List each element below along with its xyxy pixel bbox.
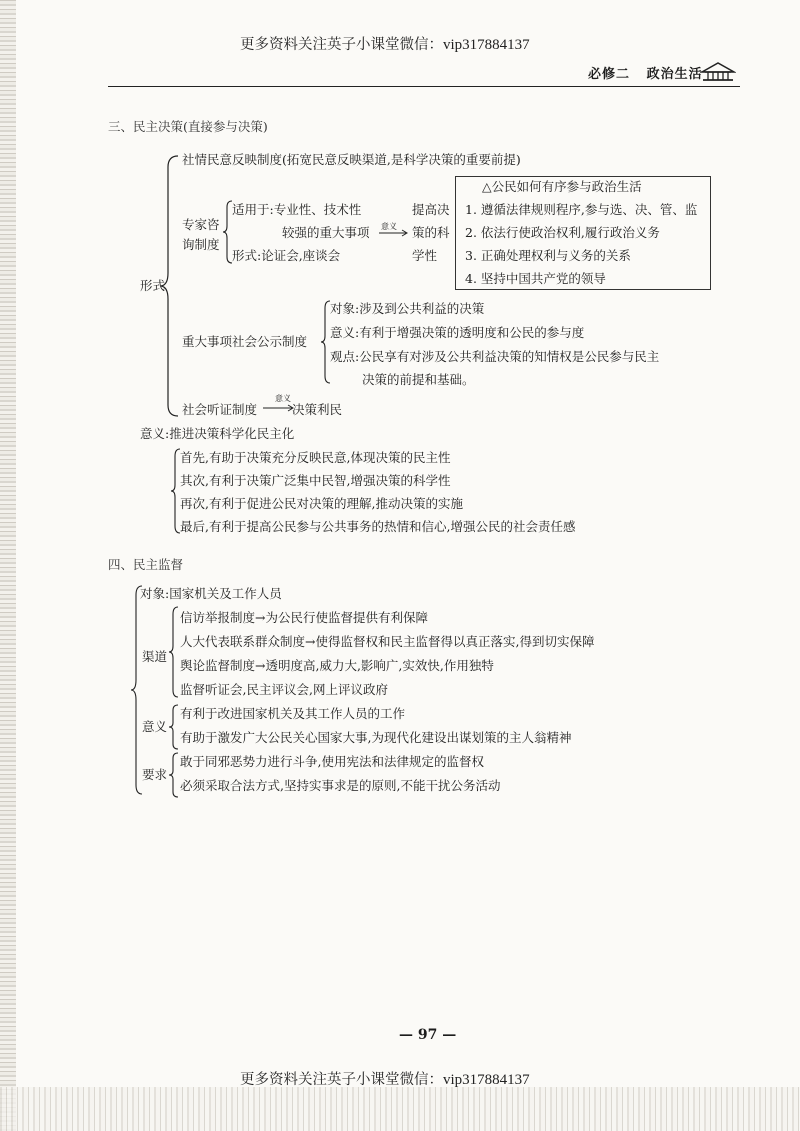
expert-form: 形式:论证会,座谈会 [232,248,341,263]
watermark-top [240,33,530,54]
publicity-view-2: 决策的前提和基础。 [362,372,475,387]
expert-arrow-label: 意义 [381,222,397,231]
form-label: 形式 [140,278,166,293]
expert-result-3: 学性 [412,248,438,263]
watermark-bottom [240,1068,530,1089]
supervision-object: 对象:国家机关及工作人员 [140,586,282,601]
scan-bottom-edge [0,1087,800,1131]
header-rule [108,86,740,87]
box-item-4: 4. 坚持中国共产党的领导 [465,271,606,286]
meaning-brace [168,704,180,750]
significance-3: 再次,有利于促进公民对决策的理解,推动决策的实施 [180,496,463,511]
header-book: 必修二 [588,67,631,82]
hearing-label: 社会听证制度 [182,402,258,417]
school-building-icon [700,60,736,82]
significance-2: 其次,有利于决策广泛集中民智,增强决策的科学性 [180,473,451,488]
channel-brace [168,606,180,698]
running-header [588,63,703,82]
section4-title: 四、民主监督 [108,557,184,572]
publicity-object: 对象:涉及到公共利益的决策 [330,301,485,316]
channel-3: 舆论监督制度→透明度高,威力大,影响广,实效快,作用独特 [180,658,494,673]
expert-result-2: 策的科 [412,225,450,240]
expert-label-a: 专家咨 [182,217,220,232]
watermark-text-bottom: 更多资料关注英子小课堂微信： [240,1072,443,1088]
box-item-2: 2. 依法行使政治权利,履行政治义务 [465,225,660,240]
watermark-account-bottom: vip317884137 [443,1072,530,1088]
hearing-result: 决策利民 [292,402,343,417]
require-1: 敢于同邪恶势力进行斗争,使用宪法和法律规定的监督权 [180,754,484,769]
header-subject: 政治生活 [646,67,703,82]
scan-left-edge [0,0,16,1131]
channel-2: 人大代表联系群众制度→使得监督权和民主监督得以真正落实,得到切实保障 [180,634,595,649]
supervision-meaning-1: 有利于改进国家机关及其工作人员的工作 [180,706,406,721]
publicity-meaning: 意义:有利于增强决策的透明度和公民的参与度 [330,325,585,340]
publicity-label: 重大事项社会公示制度 [182,334,308,349]
expert-apply-2: 较强的重大事项 [282,225,370,240]
watermark-account: vip317884137 [443,37,530,53]
publicity-view-1: 观点:公民享有对涉及公共利益决策的知情权是公民参与民主 [330,349,660,364]
require-brace [168,752,180,798]
significance-1: 首先,有助于决策充分反映民意,体现决策的民主性 [180,450,451,465]
supervision-meaning-label: 意义 [142,719,168,734]
require-label: 要求 [142,767,168,782]
expert-result-1: 提高决 [412,202,450,217]
expert-label-b: 询制度 [182,237,220,252]
hearing-arrow-label: 意义 [275,394,291,403]
supervision-brace [130,585,144,795]
significance-title: 意义:推进决策科学化民主化 [140,426,295,441]
watermark-text: 更多资料关注英子小课堂微信： [240,37,443,53]
box-item-1: 1. 遵循法律规则程序,参与选、决、管、监 [465,202,698,217]
require-2: 必须采取合法方式,坚持实事求是的原则,不能干扰公务活动 [180,778,501,793]
box-title: △公民如何有序参与政治生活 [482,179,642,194]
supervision-meaning-2: 有助于激发广大公民关心国家大事,为现代化建设出谋划策的主人翁精神 [180,730,572,745]
hearing-arrow-icon [262,404,296,412]
box-item-3: 3. 正确处理权利与义务的关系 [465,248,631,263]
expert-arrow-icon [378,229,410,237]
item-social-opinion: 社情民意反映制度(拓宽民意反映渠道,是科学决策的重要前提) [182,152,521,167]
expert-apply-1: 适用于:专业性、技术性 [232,202,362,217]
page-number: — 97 — [399,1027,457,1043]
channel-4: 监督听证会,民主评议会,网上评议政府 [180,682,388,697]
channel-1: 信访举报制度→为公民行使监督提供有利保障 [180,610,428,625]
channel-label: 渠道 [142,649,168,664]
section3-title: 三、民主决策(直接参与决策) [108,119,268,134]
significance-4: 最后,有利于提高公民参与公共事务的热情和信心,增强公民的社会责任感 [180,519,576,534]
